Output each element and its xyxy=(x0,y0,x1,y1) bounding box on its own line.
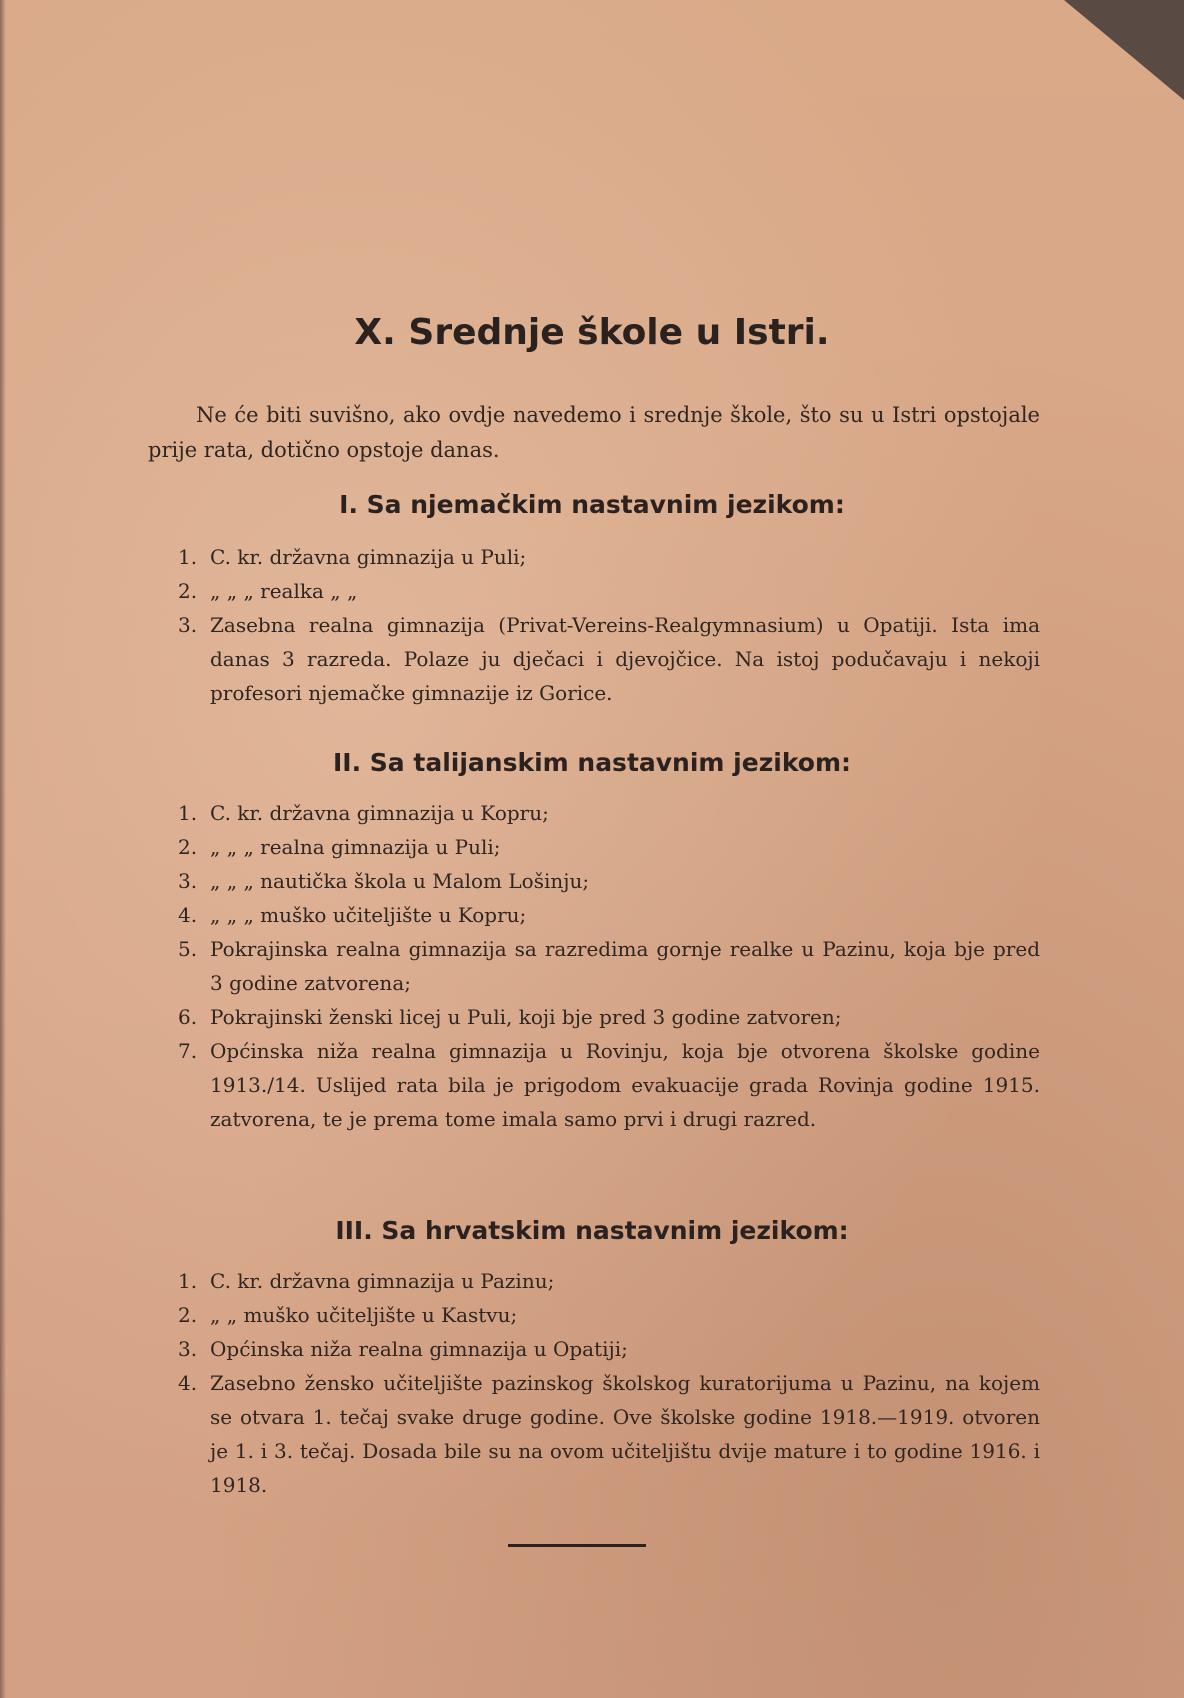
list-item xyxy=(178,1332,1040,1366)
item-number: 4. xyxy=(178,1371,198,1395)
item-number: 2. xyxy=(178,579,198,603)
list-item xyxy=(178,796,1040,830)
list-item xyxy=(178,1264,1040,1298)
item-number: 2. xyxy=(178,835,198,859)
item-text: Pokrajinski ženski licej u Puli, koji bje pred 3 godine zatvoren; xyxy=(210,1005,842,1029)
list-item xyxy=(178,1298,1040,1332)
item-number: 2. xyxy=(178,1303,198,1327)
item-text: Zasebno žensko učiteljište pazinskog školskog kuratorijuma u Pazinu, na kojem se otvara 1. tečaj svake druge godine. Ove školske godine 1918.—1919. otvoren je 1. i 3. tečaj. Dosada bile su na ovom učiteljištu dvije mature i to godine 1916. i 1918. xyxy=(210,1371,1040,1497)
item-text: C. kr. državna gimnazija u Puli; xyxy=(210,545,527,569)
list-item xyxy=(178,540,1040,574)
list-item xyxy=(178,864,1040,898)
item-number: 1. xyxy=(178,801,198,825)
item-number: 5. xyxy=(178,937,198,961)
section-heading-german: I. Sa njemačkim nastavnim jezikom: xyxy=(339,490,845,519)
item-number: 4. xyxy=(178,903,198,927)
list-croatian-schools xyxy=(178,1264,1040,1502)
item-number: 3. xyxy=(178,613,198,637)
item-text: „ „ „ nautička škola u Malom Lošinju; xyxy=(210,869,590,893)
item-number: 3. xyxy=(178,869,198,893)
list-item xyxy=(178,608,1040,710)
list-italian-schools xyxy=(178,796,1040,1136)
item-text: Općinska niža realna gimnazija u Rovinju, koja bje otvorena školske godine 1913./14. Uslijed rata bila je prigodom evakuacije grada Rovinja godine 1915. zatvorena, te je prema tome imala samo prvi i drugi razred. xyxy=(210,1039,1040,1131)
item-number: 3. xyxy=(178,1337,198,1361)
section-heading-croatian: III. Sa hrvatskim nastavnim jezikom: xyxy=(335,1216,849,1245)
list-item xyxy=(178,898,1040,932)
section-heading-italian: II. Sa talijanskim nastavnim jezikom: xyxy=(332,748,852,777)
item-number: 1. xyxy=(178,545,198,569)
list-item xyxy=(178,1034,1040,1136)
item-number: 1. xyxy=(178,1269,198,1293)
list-item xyxy=(178,1366,1040,1502)
list-german-schools xyxy=(178,540,1040,710)
item-text: C. kr. državna gimnazija u Pazinu; xyxy=(210,1269,555,1293)
closing-rule xyxy=(508,1544,646,1547)
torn-corner xyxy=(1064,0,1184,100)
item-text: „ „ „ realna gimnazija u Puli; xyxy=(210,835,501,859)
list-item xyxy=(178,932,1040,1000)
list-item xyxy=(178,830,1040,864)
item-text: Općinska niža realna gimnazija u Opatiji; xyxy=(210,1337,628,1361)
item-text: C. kr. državna gimnazija u Kopru; xyxy=(210,801,549,825)
item-text: „ „ „ muško učiteljište u Kopru; xyxy=(210,903,527,927)
page-title: X. Srednje škole u Istri. xyxy=(354,312,830,353)
item-number: 7. xyxy=(178,1039,198,1063)
page-edge-shadow xyxy=(0,0,6,1698)
item-text: „ „ muško učiteljište u Kastvu; xyxy=(210,1303,518,1327)
list-item xyxy=(178,1000,1040,1034)
list-item xyxy=(178,574,1040,608)
item-text: „ „ „ realka „ „ xyxy=(210,579,358,603)
item-text: Pokrajinska realna gimnazija sa razredima gornje realke u Pazinu, koja bje pred 3 godine zatvorena; xyxy=(210,937,1040,995)
item-text: Zasebna realna gimnazija (Privat-Vereins-Realgymnasium) u Opatiji. Ista ima danas 3 razreda. Polaze ju dječaci i djevojčice. Na istoj podučavaju i nekoji profesori njemačke gimnazije iz Gorice. xyxy=(210,613,1040,705)
intro-paragraph: Ne će biti suvišno, ako ovdje navedemo i srednje škole, što su u Istri opstojale prije rata, dotično opstoje danas. xyxy=(148,403,1040,462)
item-number: 6. xyxy=(178,1005,198,1029)
